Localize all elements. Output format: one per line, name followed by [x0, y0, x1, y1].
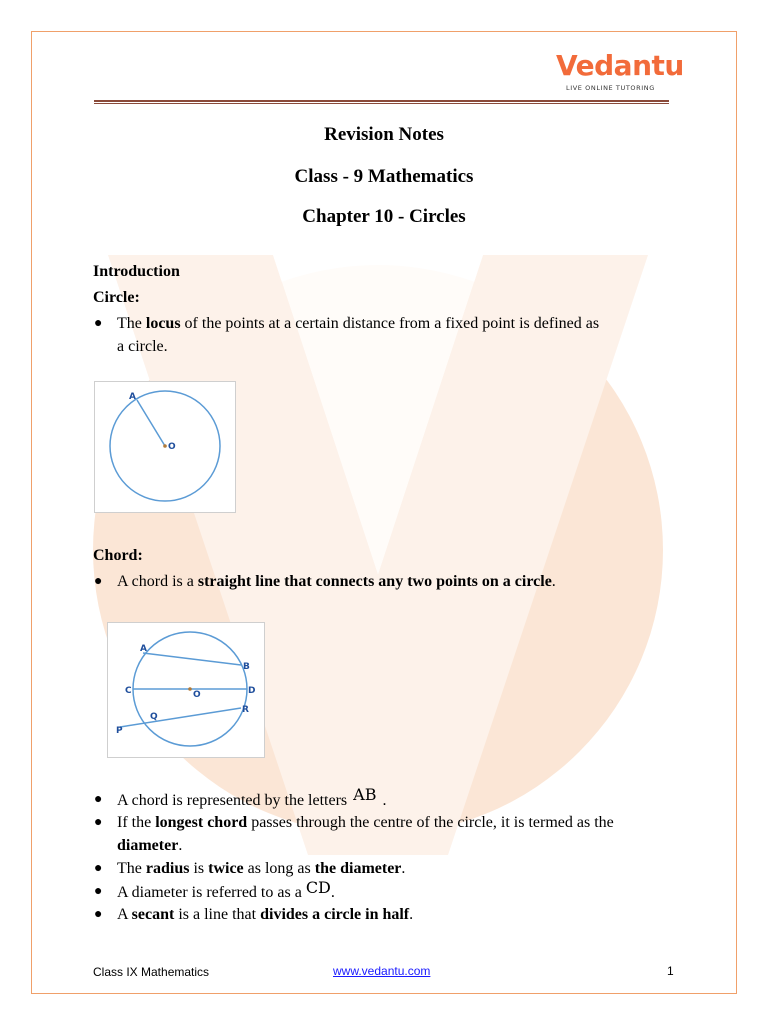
chord-figure	[107, 622, 265, 758]
bullet-dot: ●	[94, 861, 103, 876]
bullet-dot: ●	[94, 316, 103, 331]
point-label-o: O	[193, 690, 201, 700]
chord-definition: A chord is a straight line that connects any two points on a circle.	[117, 573, 556, 590]
introduction-heading: Introduction	[93, 263, 180, 280]
diameter-notation: A diameter is referred to as a CD.	[117, 878, 335, 901]
point-label-a: A	[129, 392, 136, 402]
page-number: 1	[667, 964, 674, 978]
chord-notation: A chord is represented by the letters AB .	[117, 785, 387, 809]
chapter-heading: Chapter 10 - Circles	[302, 206, 466, 227]
circle-heading: Circle:	[93, 289, 140, 306]
circle-definition: The locus of the points at a certain distance from a fixed point is defined as	[117, 315, 600, 332]
point-label-d: D	[248, 686, 256, 696]
circle-definition-cont: a circle.	[117, 338, 168, 355]
point-label-a: A	[140, 644, 147, 654]
point-label-p: P	[116, 726, 123, 736]
bullet-dot: ●	[94, 574, 103, 589]
point-label-b: B	[243, 662, 250, 672]
footer-website-link[interactable]: www.vedantu.com	[333, 964, 431, 978]
bullet-dot: ●	[94, 792, 103, 807]
point-label-c: C	[125, 686, 132, 696]
secant-statement: A secant is a line that divides a circle in half.	[117, 906, 414, 923]
point-label-r: R	[242, 705, 249, 715]
diameter-definition: If the longest chord passes through the centre of the circle, it is termed as the	[117, 814, 614, 831]
title-heading: Revision Notes	[324, 124, 444, 145]
diameter-definition-cont: diameter.	[117, 837, 183, 854]
footer-subject: Class IX Mathematics	[93, 965, 210, 979]
logo-tagline: LIVE ONLINE TUTORING	[566, 84, 655, 92]
vedantu-logo	[556, 49, 684, 98]
point-label-q: Q	[150, 712, 158, 722]
point-label-o: O	[168, 442, 176, 452]
bullet-dot: ●	[94, 815, 103, 830]
vedantu-watermark	[88, 245, 668, 855]
bullet-dot: ●	[94, 884, 103, 899]
chord-heading: Chord:	[93, 547, 143, 564]
bullet-dot: ●	[94, 907, 103, 922]
header-rule	[94, 100, 669, 104]
class-heading: Class - 9 Mathematics	[294, 166, 474, 187]
radius-statement: The radius is twice as long as the diameter.	[117, 860, 406, 877]
logo-wordmark: Vedantu	[556, 49, 684, 82]
circle-figure	[94, 381, 236, 513]
